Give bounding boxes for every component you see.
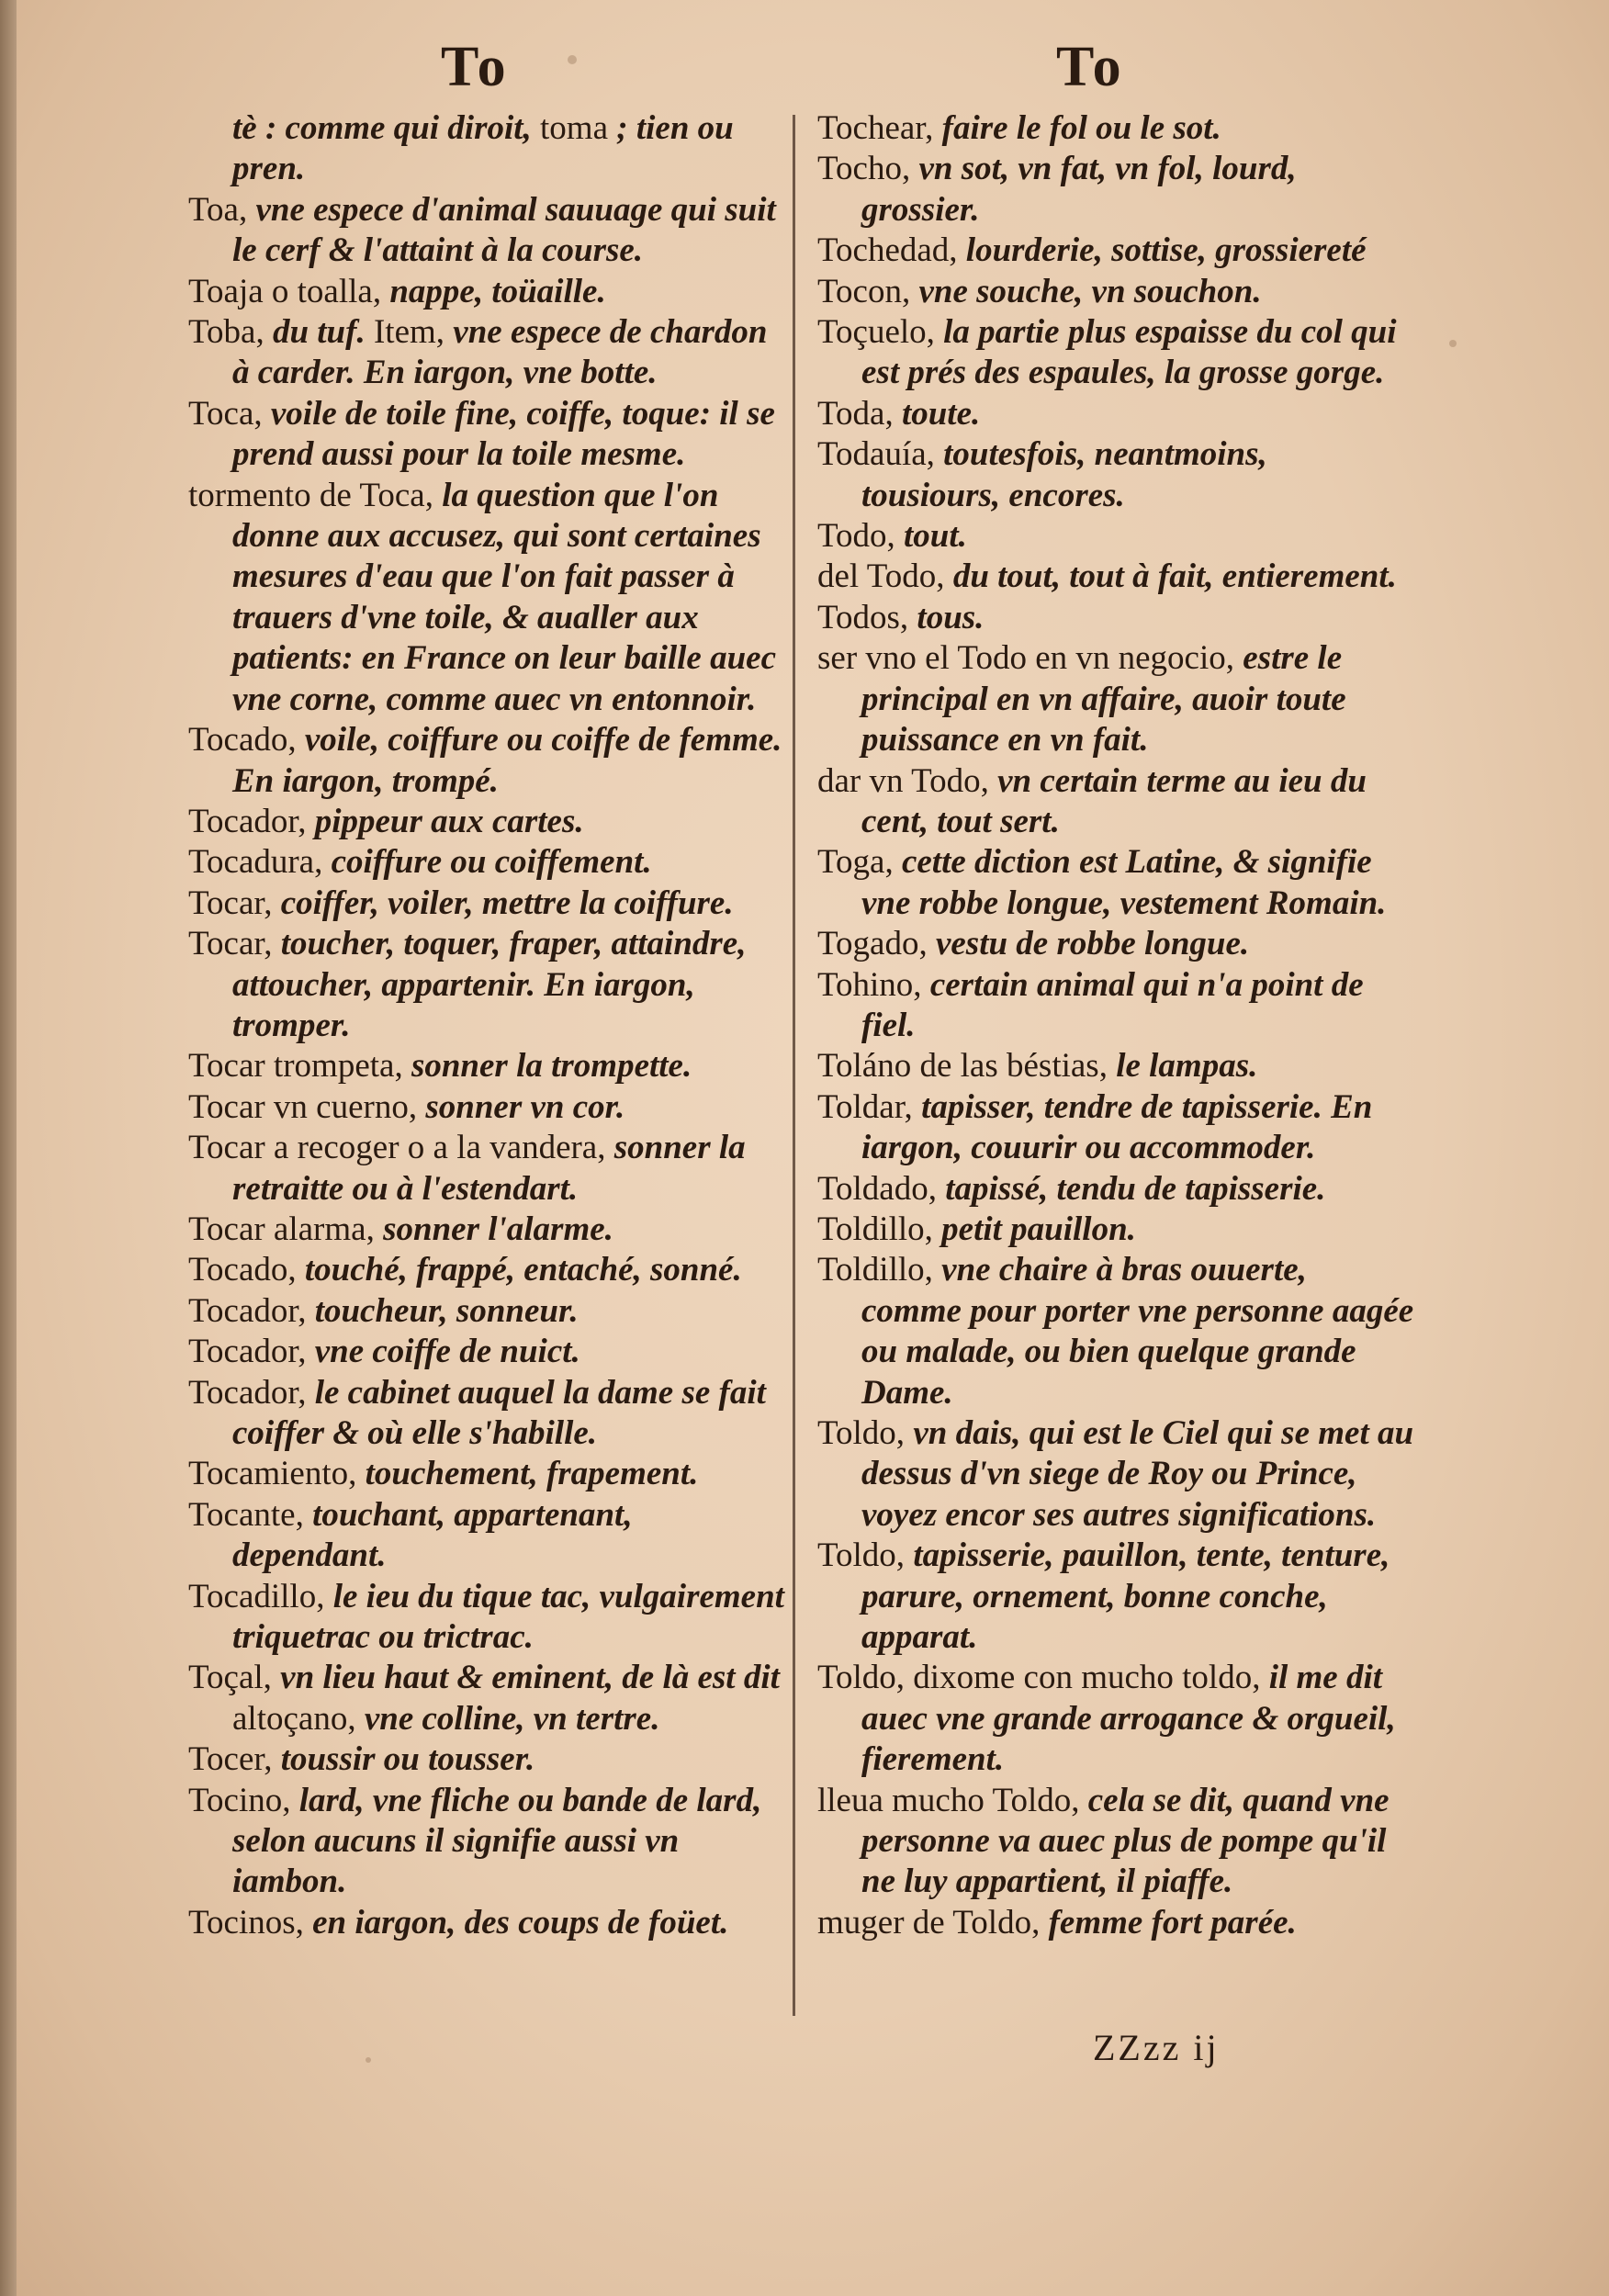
dictionary-entry [188, 924, 785, 1046]
dictionary-entry [188, 190, 785, 272]
entry-headword: Tocador, [188, 1291, 315, 1330]
dictionary-entry [188, 1128, 785, 1210]
entry-gloss: cela se dit, quand vne personne va auec plus de pompe qu'il ne luy appartient, il piaffe. [861, 1781, 1390, 1901]
dictionary-entry [817, 1536, 1414, 1658]
entry-gloss: estre le principal en vn affaire, auoir toute puissance en vn fait. [861, 639, 1346, 760]
entry-gloss: touchement, frapement. [365, 1455, 699, 1493]
entry-headword: Item, [365, 313, 454, 352]
entry-gloss: femme fort parée. [1048, 1903, 1297, 1941]
dictionary-entry [817, 272, 1414, 312]
entry-gloss: toucher, toquer, fraper, attaindre, attoucher, appartenir. En iargon, tromper. [232, 925, 747, 1044]
dictionary-entry [188, 884, 785, 924]
entry-headword: Toldillo, [817, 1210, 942, 1248]
entry-headword: Toga, [817, 843, 902, 882]
entry-headword: Tocinos, [188, 1903, 313, 1941]
entry-gloss: vne souche, vn souchon. [918, 272, 1262, 310]
entry-headword: dar vn Todo, [817, 761, 998, 800]
entry-headword: toma [531, 109, 617, 147]
dictionary-entry [817, 1210, 1414, 1250]
entry-headword: Toldar, [817, 1087, 922, 1126]
entry-gloss: voile, coiffure ou coiffe de femme. En iargon, trompé. [232, 721, 782, 800]
entry-gloss: sonner la retraitte ou à l'estendart. [232, 1129, 746, 1208]
entry-headword: Todo, [817, 517, 905, 556]
dictionary-entry [817, 924, 1414, 964]
entry-gloss: le ieu du tique tac, vulgairement triquetrac ou trictrac. [232, 1577, 784, 1657]
entry-gloss: vne espece d'animal sauuage qui suit le cerf & l'attaint à la course. [232, 190, 776, 270]
dictionary-entry [188, 476, 785, 720]
entry-headword: Tocadura, [188, 843, 332, 882]
dictionary-entry [188, 720, 785, 802]
entry-headword: Toldillo, [817, 1251, 942, 1289]
entry-gloss: cette diction est Latine, & signifie vne robbe longue, vestement Romain. [861, 843, 1387, 922]
dictionary-entry [817, 761, 1414, 843]
entry-headword: Tochedad, [817, 231, 966, 270]
entry-gloss: le lampas. [1116, 1047, 1258, 1086]
dictionary-entry [188, 1087, 785, 1128]
dictionary-entry [188, 842, 785, 883]
entry-gloss: toucheur, sonneur. [314, 1291, 579, 1330]
dictionary-entry [817, 231, 1414, 271]
dictionary-entry [817, 1903, 1414, 1943]
entry-headword: Toba, [188, 313, 273, 352]
dictionary-entry [817, 108, 1414, 149]
entry-gloss: sonner vn cor. [425, 1087, 625, 1126]
entry-headword: Toçal, [188, 1659, 281, 1697]
entry-gloss: vne coiffe de nuict. [314, 1333, 580, 1371]
paper-speck [568, 55, 577, 64]
dictionary-entry [817, 1658, 1414, 1780]
dictionary-entry [188, 1495, 785, 1577]
dictionary-entry [817, 965, 1414, 1047]
left-column [188, 108, 785, 1943]
dictionary-entry [817, 638, 1414, 760]
entry-gloss: lourderie, sottise, grossiereté [965, 231, 1367, 270]
entry-gloss: coiffer, voiler, mettre la coiffure. [280, 884, 734, 922]
entry-gloss: vn lieu haut & eminent, de là est dit [280, 1659, 780, 1697]
entry-gloss: toute. [901, 394, 981, 433]
entry-gloss: toutesfois, neantmoins, tousiours, encores. [861, 435, 1267, 514]
entry-gloss: en iargon, des coups de foüet. [312, 1903, 729, 1941]
dictionary-entry [188, 1658, 785, 1739]
entry-headword: Tocante, [188, 1495, 313, 1534]
entry-headword: Toláno de las béstias, [817, 1047, 1117, 1086]
entry-headword: Tochear, [817, 109, 942, 147]
dictionary-entry [817, 394, 1414, 434]
dictionary-entry [817, 149, 1414, 231]
dictionary-entry [817, 842, 1414, 924]
entry-gloss: vne espece de chardon à carder. En iargon, vne botte. [232, 313, 768, 392]
entry-headword: Tocon, [817, 272, 919, 310]
entry-gloss: vne chaire à bras ouuerte, comme pour porter vne personne aagée ou malade, ou bien quelque grande Dame. [861, 1251, 1414, 1412]
dictionary-entry [188, 1250, 785, 1290]
dictionary-entry [188, 1903, 785, 1943]
dictionary-entry [188, 108, 785, 190]
entry-headword: Tocador, [188, 802, 315, 840]
entry-headword: ser vno el Todo en vn negocio, [817, 639, 1243, 678]
dictionary-entry [188, 1291, 785, 1332]
entry-gloss: coiffure ou coiffement. [331, 843, 652, 882]
entry-gloss: tapissé, tendu de tapisserie. [945, 1169, 1326, 1208]
entry-headword: Togado, [817, 925, 936, 963]
entry-headword: Tocer, [188, 1740, 281, 1779]
entry-gloss: la partie plus espaisse du col qui est prés des espaules, la grosse gorge. [861, 313, 1397, 392]
dictionary-entry [188, 272, 785, 312]
entry-headword: Tocador, [188, 1333, 315, 1371]
right-column [817, 108, 1414, 1943]
entry-headword: Tocar, [188, 925, 281, 963]
entry-gloss: pippeur aux cartes. [314, 802, 584, 840]
entry-headword: lleua mucho Toldo, [817, 1781, 1088, 1819]
entry-headword: Toa, [188, 190, 256, 229]
signature-mark: ZZzz ij [1093, 2027, 1220, 2068]
entry-headword: del Todo, [817, 557, 953, 596]
entry-gloss: sonner l'alarme. [383, 1210, 613, 1248]
entry-headword: Tocar trompeta, [188, 1047, 411, 1086]
entry-headword: tormento de Toca, [188, 476, 443, 514]
entry-headword: Tohino, [817, 965, 930, 1004]
entry-headword: Tocamiento, [188, 1455, 366, 1493]
dictionary-entry [188, 1739, 785, 1780]
entry-headword: altoçano, [232, 1699, 365, 1738]
entry-headword: Toldo, [817, 1414, 914, 1452]
entry-gloss: tous. [917, 598, 985, 636]
entry-gloss: vn sot, vn fat, vn fol, lourd, grossier. [861, 150, 1297, 229]
entry-gloss: touché, frappé, entaché, sonné. [304, 1251, 742, 1289]
entry-headword: Todauía, [817, 435, 944, 474]
entry-gloss: vne colline, vn tertre. [364, 1699, 660, 1738]
dictionary-entry [188, 1210, 785, 1250]
entry-headword: muger de Toldo, [817, 1903, 1049, 1941]
entry-gloss: du tout, tout à fait, entierement. [952, 557, 1397, 596]
entry-headword: Tocar, [188, 884, 281, 922]
entry-gloss: tapisserie, pauillon, tente, tenture, parure, ornement, bonne conche, apparat. [861, 1536, 1390, 1657]
dictionary-entry [188, 1454, 785, 1494]
entry-headword: Toçuelo, [817, 313, 944, 352]
dictionary-entry [188, 802, 785, 842]
paper-speck [366, 2057, 371, 2063]
binding-gutter [0, 0, 17, 2296]
entry-headword: Tocado, [188, 1251, 305, 1289]
dictionary-entry [817, 1046, 1414, 1086]
entry-headword: Tocadillo, [188, 1577, 333, 1615]
paper-speck [1449, 340, 1457, 347]
entry-gloss: vestu de robbe longue. [935, 925, 1250, 963]
dictionary-entry [817, 1169, 1414, 1210]
entry-gloss: voile de toile fine, coiffe, toque: il se prend aussi pour la toile mesme. [232, 394, 775, 474]
dictionary-entry [817, 557, 1414, 597]
entry-headword: Tocho, [817, 150, 919, 188]
entry-headword: Tocador, [188, 1373, 315, 1412]
entry-gloss: nappe, toüaille. [389, 272, 606, 310]
entry-headword: Tocado, [188, 721, 305, 760]
entry-headword: Tocino, [188, 1781, 299, 1819]
entry-gloss: toussir ou tousser. [280, 1740, 535, 1779]
dictionary-entry [817, 598, 1414, 638]
dictionary-entry [188, 1577, 785, 1659]
entry-headword: Tocar vn cuerno, [188, 1087, 426, 1126]
running-head-left: To [441, 36, 510, 98]
dictionary-entry [188, 1332, 785, 1372]
dictionary-entry [188, 1781, 785, 1903]
entry-gloss: tapisser, tendre de tapisserie. En iargon, couurir ou accommoder. [861, 1087, 1373, 1167]
entry-gloss: vn dais, qui est le Ciel qui se met au dessus d'vn siege de Roy ou Prince, voyez encor ses autres significations. [861, 1414, 1414, 1534]
dictionary-entry [817, 1781, 1414, 1903]
entry-headword: Toaja o toalla, [188, 272, 390, 310]
dictionary-entry [817, 1250, 1414, 1413]
entry-headword: Todos, [817, 598, 917, 636]
entry-headword: Tocar a recoger o a la vandera, [188, 1129, 614, 1167]
entry-gloss: tè : comme qui diroit, [232, 109, 532, 147]
dictionary-entry [817, 1413, 1414, 1536]
dictionary-entry [817, 1087, 1414, 1169]
dictionary-entry [817, 516, 1414, 557]
dictionary-entry [817, 312, 1414, 394]
entry-headword: Toldado, [817, 1169, 946, 1208]
entry-gloss: petit pauillon. [941, 1210, 1136, 1248]
entry-gloss: sonner la trompette. [411, 1047, 692, 1086]
entry-gloss: lard, vne fliche ou bande de lard, selon aucuns il signifie aussi vn iambon. [232, 1781, 762, 1901]
entry-gloss: vn certain terme au ieu du cent, tout sert. [861, 761, 1367, 840]
entry-gloss: le cabinet auquel la dame se fait coiffer & où elle s'habille. [232, 1373, 766, 1452]
running-head-right: To [1056, 36, 1125, 98]
entry-gloss: tout. [904, 517, 967, 556]
entry-gloss: il me dit auec vne grande arrogance & orgueil, fierement. [861, 1659, 1396, 1779]
dictionary-entry [188, 1046, 785, 1086]
entry-gloss: la question que l'on donne aux accusez, qui sont certaines mesures d'eau que l'on fait passer à trauers d'vne toile, & aualler aux patients: en France on leur baille auec vne corne, comme auec vn entonnoir. [232, 476, 776, 718]
entry-gloss: certain animal qui n'a point de fiel. [861, 965, 1364, 1044]
dictionary-entry [817, 434, 1414, 516]
entry-headword: Toda, [817, 394, 902, 433]
entry-gloss: du tuf. [272, 313, 366, 352]
entry-headword: Toldo, [817, 1536, 914, 1575]
entry-headword: Tocar alarma, [188, 1210, 384, 1248]
dictionary-entry [188, 1373, 785, 1455]
entry-headword: Toca, [188, 394, 271, 433]
dictionary-entry [188, 394, 785, 476]
entry-gloss: ; tien ou pren. [232, 109, 734, 188]
dictionary-entry [188, 312, 785, 394]
entry-gloss: touchant, appartenant, dependant. [232, 1495, 633, 1575]
column-rule [793, 115, 795, 2016]
entry-headword: Toldo, dixome con mucho toldo, [817, 1659, 1269, 1697]
entry-gloss: faire le fol ou le sot. [941, 109, 1221, 147]
